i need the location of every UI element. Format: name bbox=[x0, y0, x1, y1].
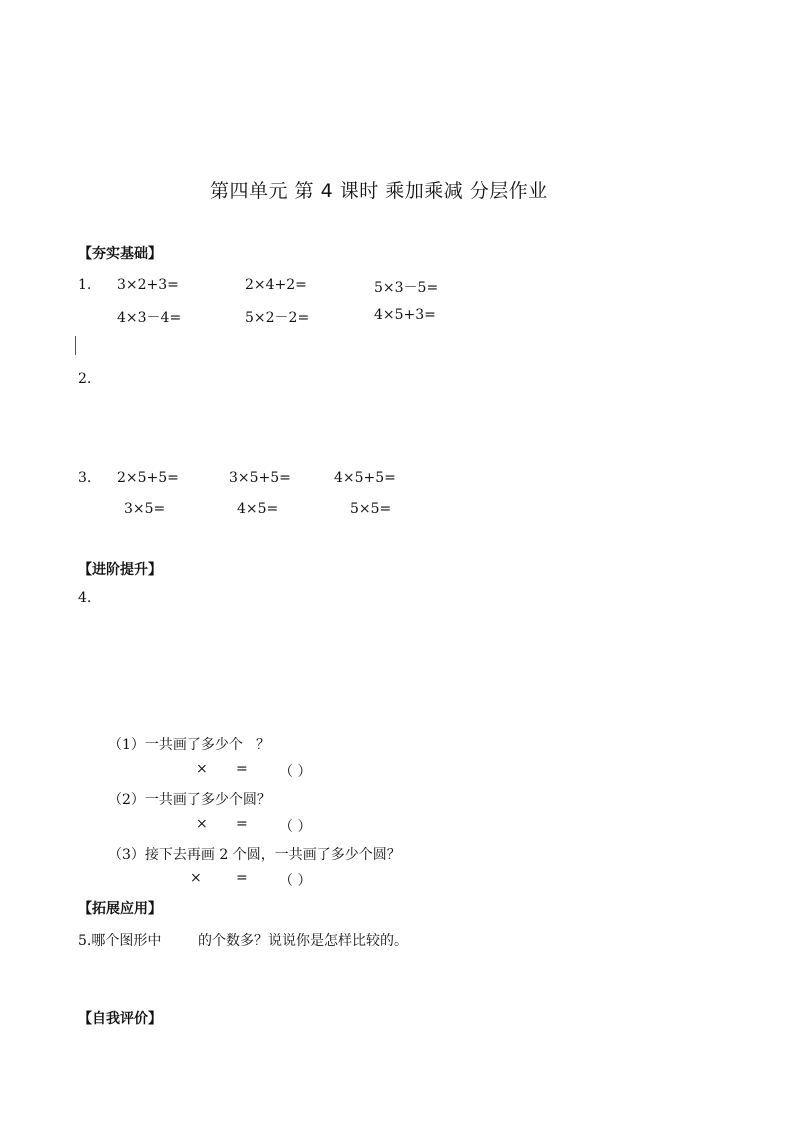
answer-blank: （ ） bbox=[279, 819, 312, 835]
q3-expression: 3×5+5= bbox=[229, 470, 291, 486]
times-sign: × bbox=[196, 761, 208, 777]
equals-sign: = bbox=[236, 870, 248, 886]
section-heading-basic: 【夯实基础】 bbox=[78, 246, 162, 262]
q1-expression: 2×4+2= bbox=[245, 277, 307, 293]
q3-expression: 4×5+5= bbox=[334, 470, 396, 486]
q3-expression: 4×5= bbox=[237, 501, 279, 517]
q5-text-start: 5.哪个图形中 bbox=[78, 933, 162, 949]
section-heading-self-evaluation: 【自我评价】 bbox=[78, 1011, 162, 1027]
section-heading-extension: 【拓展应用】 bbox=[78, 901, 162, 917]
times-sign: × bbox=[190, 870, 202, 886]
q4-part-2: （2）一共画了多少个圆？ bbox=[108, 792, 271, 808]
q4-part-1: （1）一共画了多少个 bbox=[108, 737, 243, 753]
q3-expression: 2×5+5= bbox=[117, 470, 179, 486]
section-heading-advanced: 【进阶提升】 bbox=[78, 562, 162, 578]
answer-blank: （ ） bbox=[279, 764, 312, 780]
question-1-number: 1. bbox=[78, 277, 92, 293]
times-sign: × bbox=[196, 816, 208, 832]
q1-expression: 3×2+3= bbox=[117, 277, 179, 293]
q1-expression: 5×2－2= bbox=[245, 310, 310, 326]
page-title: 第四单元 第 4 课时 乘加乘减 分层作业 bbox=[210, 180, 548, 202]
q1-expression: 5×3－5= bbox=[374, 280, 439, 296]
equals-sign: = bbox=[236, 761, 248, 777]
q4-part-1-question-mark: ？ bbox=[256, 737, 270, 753]
question-2-number: 2. bbox=[78, 371, 92, 387]
answer-blank: （ ） bbox=[279, 873, 312, 889]
question-4-number: 4. bbox=[78, 590, 92, 606]
q1-expression: 4×5+3= bbox=[374, 307, 436, 323]
q3-expression: 5×5= bbox=[350, 501, 392, 517]
q5-text-end: 的个数多？说说你是怎样比较的。 bbox=[198, 933, 408, 949]
equals-sign: = bbox=[236, 816, 248, 832]
question-3-number: 3. bbox=[78, 470, 92, 486]
q1-expression: 4×3－4= bbox=[117, 310, 182, 326]
q4-part-3: （3）接下去再画 2 个圆，一共画了多少个圆？ bbox=[108, 847, 401, 863]
q3-expression: 3×5= bbox=[124, 501, 166, 517]
text-cursor bbox=[75, 336, 76, 355]
